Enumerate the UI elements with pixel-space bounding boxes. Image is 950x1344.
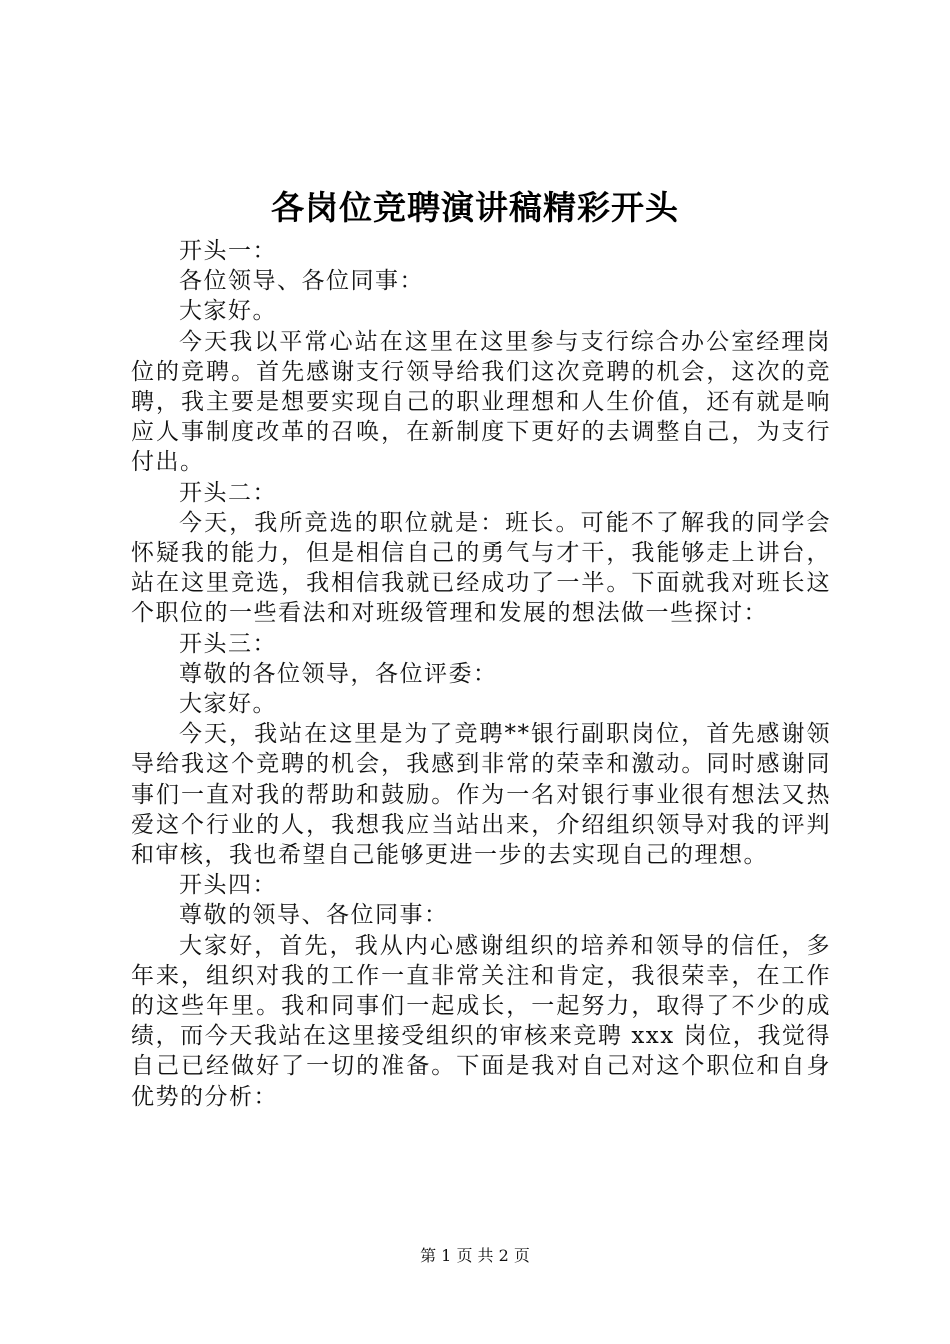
paragraph: 尊敬的领导、各位同事： xyxy=(179,902,449,929)
page-footer: 第 1 页 共 2 页 xyxy=(420,1246,530,1265)
document-body xyxy=(131,236,831,1112)
paragraph: 大家好，首先，我从内心感谢组织的培养和领导的信任，多年来，组织对我的工作一直非常关注和肯定，我很荣幸，在工作的这些年里。我和同事们一起成长，一起努力，取得了不少的成绩，而今天我站在这里接受组织的审核来竞聘 xxx 岗位，我觉得自己已经做好了一切的准备。下面是我对自己对这个职位和自身优势的分析： xyxy=(131,932,831,1110)
paragraph: 开头三： xyxy=(179,630,277,657)
paragraph: 今天，我站在这里是为了竞聘**银行副职岗位，首先感谢领导给我这个竞聘的机会，我感到非常的荣幸和激动。同时感谢同事们一直对我的帮助和鼓励。作为一名对银行事业很有想法又热爱这个行业的人，我想我应当站出来，介绍组织领导对我的评判和审核，我也希望自己能够更进一步的去实现自己的理想。 xyxy=(131,721,831,869)
paragraph: 开头一： xyxy=(179,238,277,264)
paragraph: 尊敬的各位领导，各位评委： xyxy=(179,660,498,687)
paragraph: 大家好。 xyxy=(179,298,277,325)
paragraph: 今天我以平常心站在这里在这里参与支行综合办公室经理岗位的竞聘。首先感谢支行领导给我们这次竞聘的机会，这次的竞聘，我主要是想要实现自己的职业理想和人生价值，还有就是响应人事制度改革的召唤，在新制度下更好的去调整自己，为支行付出。 xyxy=(131,328,831,476)
paragraph: 今天，我所竞选的职位就是：班长。可能不了解我的同学会怀疑我的能力，但是相信自己的勇气与才干，我能够走上讲台，站在这里竞选，我相信我就已经成功了一半。下面就我对班长这个职位的一些看法和对班级管理和发展的想法做一些探讨： xyxy=(131,509,831,627)
document-title: 各岗位竞聘演讲稿精彩开头 xyxy=(271,188,679,227)
paragraph: 开头四： xyxy=(179,872,277,899)
paragraph: 各位领导、各位同事： xyxy=(179,268,424,295)
paragraph: 大家好。 xyxy=(179,691,277,718)
paragraph: 开头二： xyxy=(179,479,277,506)
